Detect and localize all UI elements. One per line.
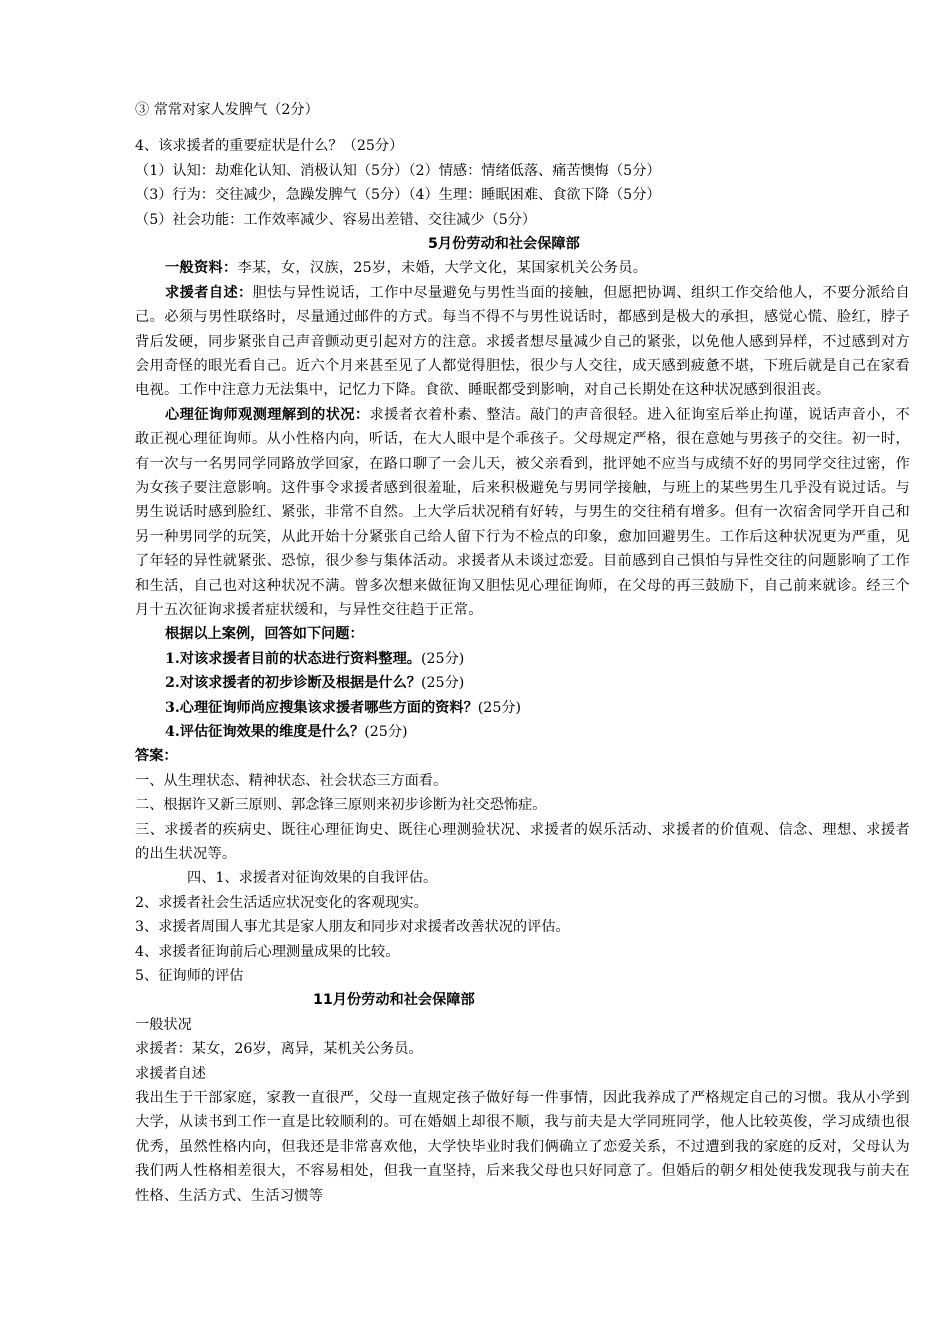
section-title-nov-number: 11 <box>313 992 333 1009</box>
observation-label: 心理征询师观测理解到的状况： <box>165 406 370 423</box>
question-score: (25分) <box>421 650 465 667</box>
general-info-paragraph <box>135 256 910 280</box>
answer-4-3: 3、求援者周围人事尤其是家人朋友和同步对求援者改善状况的评估。 <box>135 919 570 936</box>
self-report-label-nov: 求援者自述 <box>135 1065 206 1082</box>
section-title-nov-text: 月份劳动和社会保障部 <box>332 992 475 1009</box>
general-info-label: 一般资料： <box>165 260 238 277</box>
question-score: (25分) <box>421 675 465 692</box>
question-item <box>135 720 910 744</box>
self-report-text-nov: 我出生于干部家庭，家教一直很严，父母一直规定孩子做好每一件事情，因此我养成了严格规定自己的习惯。我从小学到大学，从读书到工作一直是比较顺利的。可在婚姻上却很不顺，我与前夫是大学同班同学，他人比较英俊，学习成绩也很优秀，虽然性格内向，但我还是非常喜欢他，大学快毕业时我们俩确立了恋爱关系，不过遭到我的家庭的反对，父母认为我们两人性格相差很大，不容易相处，但我一直坚持，后来我父母也只好同意了。但婚后的朝夕相处使我发现我与前夫在性格、生活方式、生活习惯等 <box>135 1089 910 1204</box>
self-report-text: 胆怯与异性说话，工作中尽量避免与男性当面的接触，但愿把协调、组织工作交给他人，不要分派给自己。必须与男性联络时，尽量通过邮件的方式。每当不得不与男性说话时，都感到是极大的承担，感觉心慌、脸红，脖子背后发硬，同步紧张自己声音颤动更引起对方的注意。求援者想尽量减少自己的紧张，以免他人感到异样，不过感到对方会用奇怪的眼光看自己。近六个月来甚至见了人都觉得胆怯，很少与人交往，成天感到疲惫不堪，下班后就是自己在家看电视。工作中注意力无法集中，记忆力下降。食欲、睡眠都受到影响，对自己长期处在这种状况感到很沮丧。 <box>135 284 910 399</box>
answer-4-2: 2、求援者社会生活适应状况变化的客观现实。 <box>135 894 428 911</box>
document-page <box>135 98 910 1208</box>
answer-item-3: ③ 常常对家人发脾气（2分） <box>135 102 319 118</box>
section-title-may-number: 5 <box>428 235 438 252</box>
symptom-line-2: （3）行为：交往减少，急躁发脾气（5分）（4）生理：睡眠困难、食欲下降（5分） <box>135 187 661 204</box>
question-item <box>135 671 910 695</box>
observation-paragraph <box>135 403 910 623</box>
client-info: 求援者：某女，26岁，离异，某机关公务员。 <box>135 1041 423 1058</box>
answer-4-4: 4、求援者征询前后心理测量成果的比较。 <box>135 943 400 960</box>
section-title-nov <box>135 988 910 1012</box>
question-item <box>135 696 910 720</box>
section-title-may-text: 月份劳动和社会保障部 <box>437 235 580 252</box>
general-status-label: 一般状况 <box>135 1016 192 1033</box>
answer-2: 二、根据许又新三原则、郭念锋三原则来初步诊断为社交恐怖症。 <box>135 797 547 814</box>
answer-label: 答案： <box>135 748 178 765</box>
questions-prompt: 根据以上案例，回答如下问题： <box>165 626 364 643</box>
question-text: 1.对该求援者目前的状态进行资料整理。 <box>165 650 421 667</box>
section-title-may <box>135 232 910 256</box>
observation-text: 求援者衣着朴素、整洁。敲门的声音很轻。进入征询室后举止拘谨，说话声音小，不敢正视心理征询师。从小性格内向，听话，在大人眼中是个乖孩子。父母规定严格，很在意她与男孩子的交往。初一时，有一次与一名男同学同路放学回家，在路口聊了一会儿天，被父亲看到，批评她不应当与成绩不好的男同学交往过密，作为女孩子要注意影响。这件事令求援者感到很羞耻，后来积极避免与男同学接触，与班上的某些男生几乎没有说过话。与男生说话时感到脸红、紧张，非常不自然。上大学后状况稍有好转，与男生的交往稍有增多。但有一次宿舍同学开自己和另一种男同学的玩笑，从此开始十分紧张自己给人留下行为不检点的印象，愈加回避男生。工作后这种状况更为严重，见了年轻的异性就紧张、恐惊，很少参与集体活动。求援者从未谈过恋爱。目前感到自己惧怕与异性交往的问题影响了工作和生活，自己也对这种状况不满。曾多次想来做征询又胆怯见心理征询师，在父母的再三鼓励下，自己前来就诊。经三个月十五次征询求援者症状缓和，与异性交往趋于正常。 <box>135 406 910 619</box>
self-report-paragraph <box>135 281 910 403</box>
question-text: 2.对该求援者的初步诊断及根据是什么？ <box>165 675 421 692</box>
answer-1: 一、从生理状态、精神状态、社会状态三方面看。 <box>135 772 448 789</box>
answer-3: 三、求援者的疾病史、既往心理征询史、既往心理测验状况、求援者的娱乐活动、求援者的价值观、信念、理想、求援者的出生状况等。 <box>135 821 910 862</box>
question-4: 4、该求援者的重要症状是什么？（25分） <box>135 138 404 155</box>
symptom-line-3: （5）社会功能：工作效率减少、容易出差错、交往减少（5分） <box>135 211 537 228</box>
question-text: 3.心理征询师尚应搜集该求援者哪些方面的资料？ <box>165 699 478 716</box>
answer-4-1: 四、1、求援者对征询效果的自我评估。 <box>187 870 438 887</box>
question-item <box>135 647 910 671</box>
question-score: (25分) <box>364 724 408 740</box>
question-text: 4.评估征询效果的维度是什么？ <box>165 724 365 740</box>
general-info-text: 李某，女，汉族，25岁，未婚，大学文化，某国家机关公务员。 <box>237 260 648 277</box>
symptom-line-1: （1）认知：劫难化认知、消极认知（5分）（2）情感：情绪低落、痛苦懊悔（5分） <box>135 162 661 179</box>
self-report-label: 求援者自述： <box>165 284 253 301</box>
question-score: (25分) <box>477 699 522 716</box>
answer-4-5: 5、征询师的评估 <box>135 967 244 984</box>
